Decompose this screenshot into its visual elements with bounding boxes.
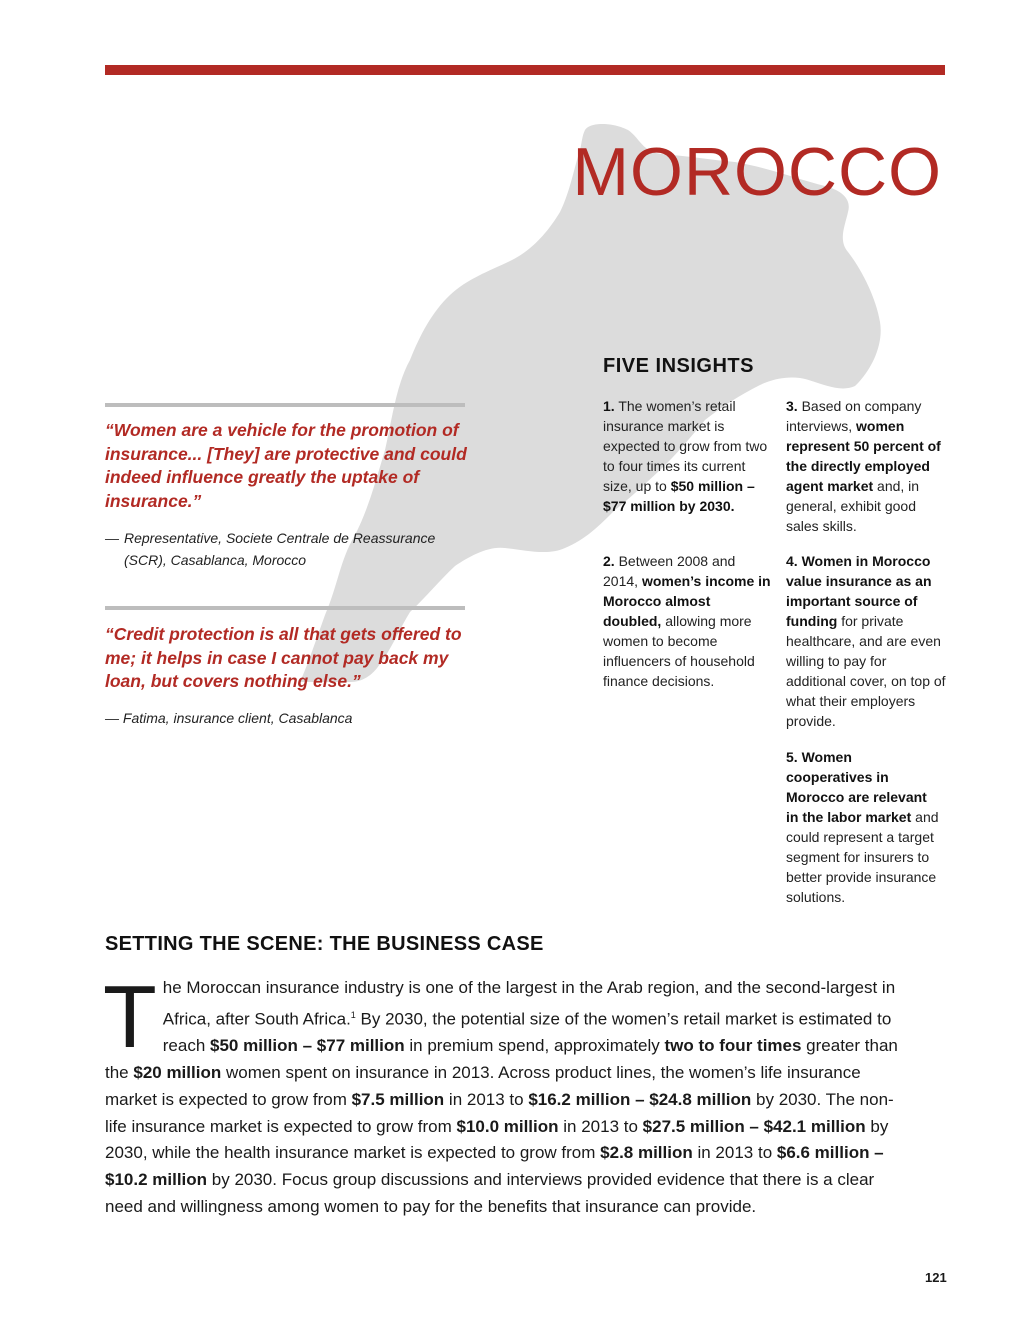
body-text-run: in 2013 to [444, 1089, 529, 1109]
quote-divider [105, 606, 465, 610]
insight-text: and, in general, exhibit good sales skills. [786, 478, 920, 534]
body-highlight: $27.5 million – $42.1 million [642, 1116, 866, 1136]
insight-highlight: $50 million – $77 million by 2030. [603, 478, 755, 514]
insight-number: 5. [786, 749, 798, 765]
body-text-run: women spent on insurance in 2013. Across product lines, the women’s life insurance market is expected to grow from [105, 1063, 861, 1109]
body-highlight: $20 million [133, 1063, 222, 1083]
page-number: 121 [925, 1270, 947, 1285]
body-highlight: $50 million – $77 million [210, 1036, 405, 1056]
body-text-run: in 2013 to [558, 1116, 643, 1136]
insight-item [786, 551, 946, 731]
insight-number: 1. [603, 398, 615, 414]
body-highlight: $6.6 million – $10.2 million [105, 1143, 884, 1190]
body-text-run: in premium spend, approximately [404, 1036, 665, 1056]
insight-item [786, 747, 941, 907]
insight-highlight: Women in Morocco value insurance as an important source of funding [786, 553, 932, 629]
body-highlight: $10.0 million [456, 1116, 559, 1136]
attribution-line: (SCR), Casablanca, Morocco [124, 552, 307, 568]
insight-text: and could represent a target segment for insurers to better provide insurance solutions. [786, 809, 939, 905]
insight-number: 2. [603, 553, 615, 569]
country-title: MOROCCO [572, 134, 942, 210]
body-text-run: in 2013 to [692, 1143, 777, 1163]
body-highlight: $16.2 million – $24.8 million [528, 1089, 752, 1109]
body-text-run: by 2030, while the health insurance market is expected to grow from [105, 1116, 889, 1163]
footnote-marker: 1 [350, 1009, 356, 1020]
attribution-line: Representative, Societe Centrale de Reassurance [124, 530, 436, 546]
insight-highlight: women’s income in Morocco almost doubled, [603, 573, 771, 629]
insight-highlight: Women cooperatives in Morocco are relevant in the labor market [786, 749, 927, 825]
quote-attribution: — Fatima, insurance client, Casablanca [105, 710, 353, 726]
insight-number: 4. [786, 553, 798, 569]
insight-item [786, 396, 946, 536]
body-highlight: $7.5 million [351, 1089, 445, 1109]
body-highlight: two to four times [664, 1036, 802, 1056]
body-text-run: he Moroccan insurance industry is one of the largest in the Arab region, and the second-largest in Africa, after South Africa. [162, 978, 896, 1029]
body-highlight: $2.8 million [600, 1143, 693, 1163]
quote-divider [105, 403, 465, 407]
insight-item [603, 551, 771, 691]
insight-highlight: women represent 50 percent of the directly employed agent market [786, 418, 941, 494]
insight-text: Between 2008 and 2014, [603, 553, 736, 589]
insight-text: The women’s retail insurance market is expected to grow from two to four times its current size, up to [603, 398, 768, 494]
pull-quote: “Credit protection is all that gets offered to me; it helps in case I cannot pay back my loan, but covers nothing else.” [105, 624, 462, 691]
body-text-run: by 2030. The non-life insurance market is expected to grow from [105, 1089, 894, 1136]
body-text-run: by 2030. Focus group discussions and interviews provided evidence that there is a clear need and willingness among women to pay for the benefits that insurance can provide. [105, 1170, 875, 1217]
section-heading: SETTING THE SCENE: THE BUSINESS CASE [105, 933, 544, 955]
attribution-dash: — [105, 530, 119, 546]
body-text-run: greater than the [105, 1036, 898, 1083]
insights-heading: FIVE INSIGHTS [603, 355, 754, 377]
body-text-run: By 2030, the potential size of the women’s retail market is estimated to reach [162, 1009, 892, 1056]
drop-cap: T [103, 967, 157, 1066]
pull-quote: “Women are a vehicle for the promotion of insurance... [They] are protective and could indeed influence greatly the uptake of insurance.” [105, 420, 467, 511]
quote-attribution [105, 527, 465, 571]
insight-text: Based on company interviews, [786, 398, 922, 434]
body-paragraph [103, 967, 905, 1221]
insight-item [603, 396, 768, 516]
insight-text: for private healthcare, and are even willing to pay for additional cover, on top of what their employers provide. [786, 613, 946, 729]
insight-number: 3. [786, 398, 798, 414]
insight-text: allowing more women to become influencers of household finance decisions. [603, 613, 755, 689]
